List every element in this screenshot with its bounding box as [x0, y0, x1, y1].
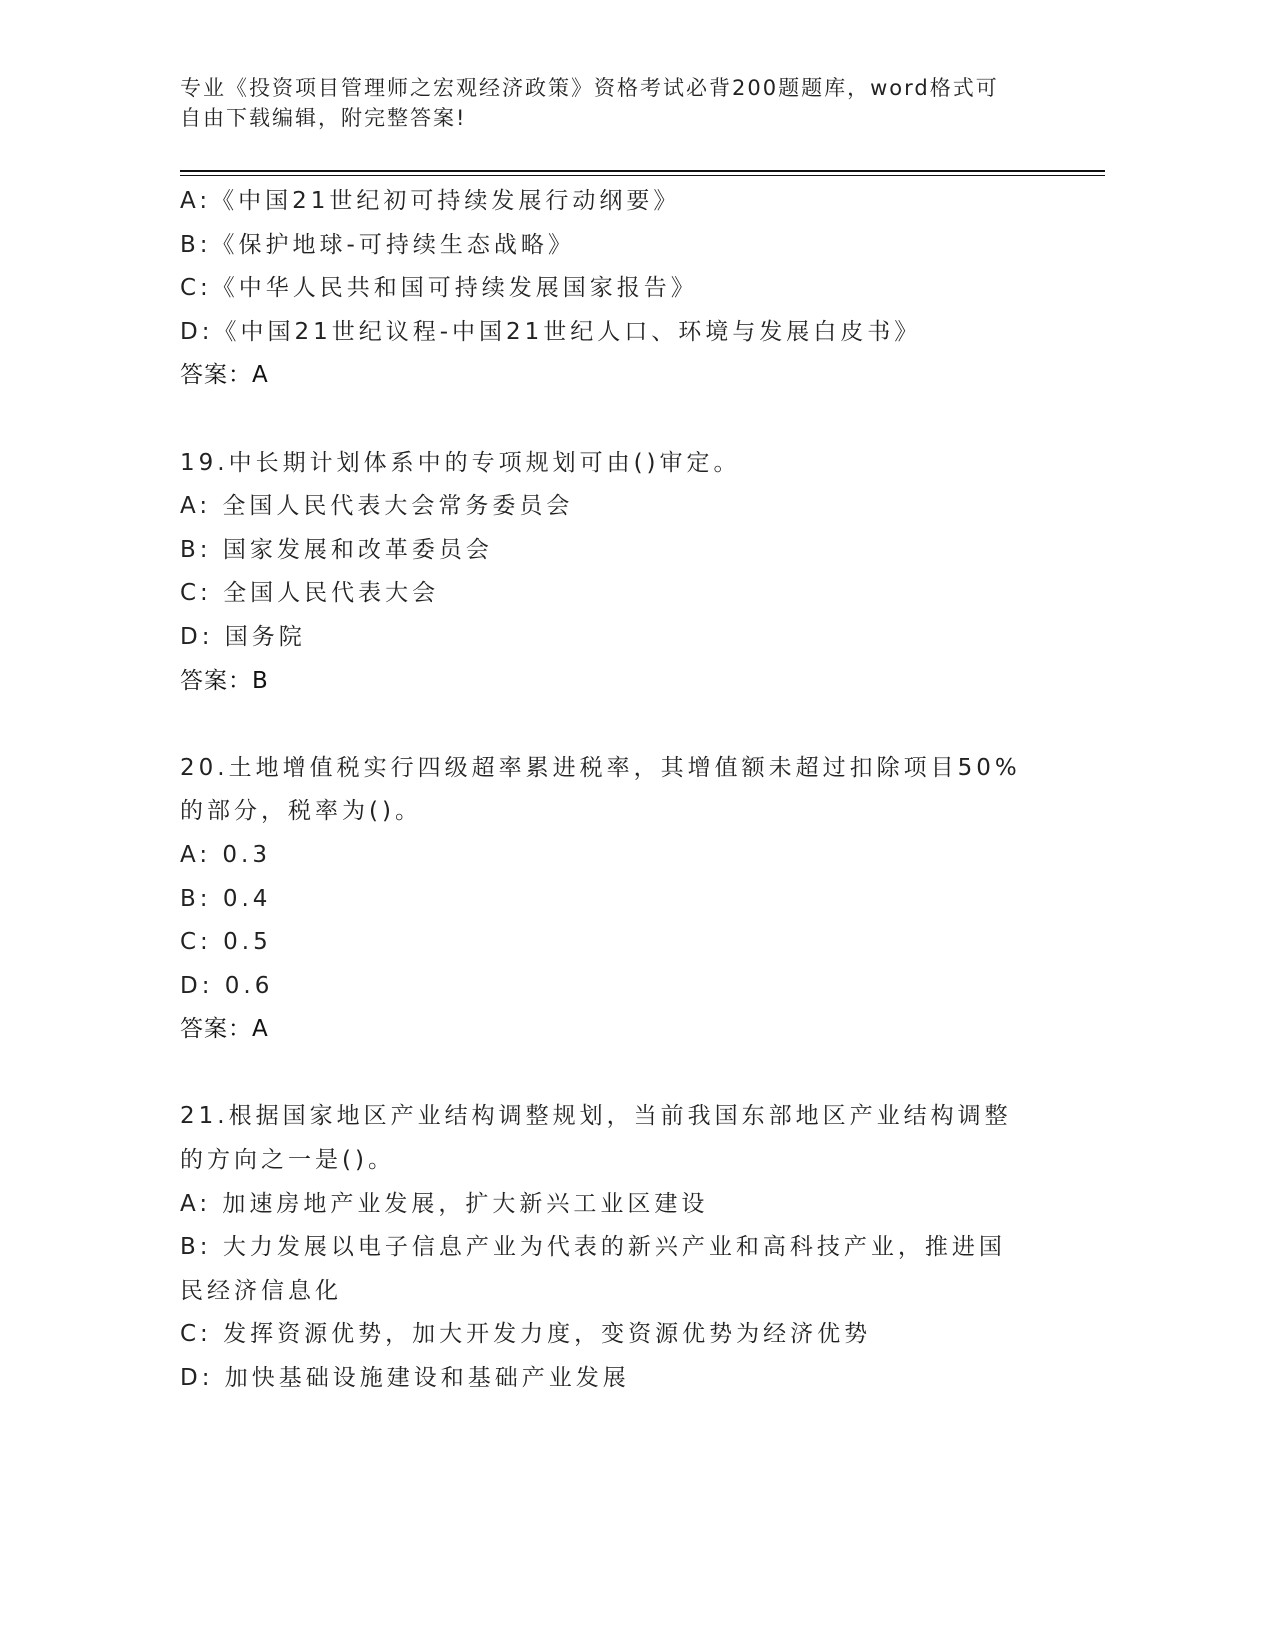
question-text-line-1: 21.根据国家地区产业结构调整规划，当前我国东部地区产业结构调整 [180, 1103, 1012, 1130]
header-line-1: 专业《投资项目管理师之宏观经济政策》资格考试必背200题题库，word格式可 [180, 76, 999, 100]
question-text-line-2: 的部分，税率为()。 [180, 798, 422, 825]
question-19 [180, 442, 1060, 704]
option-c: C: 发挥资源优势，加大开发力度，变资源优势为经济优势 [180, 1321, 872, 1348]
question-text-line-2: 的方向之一是()。 [180, 1147, 395, 1174]
option-a: A: 加速房地产业发展，扩大新兴工业区建设 [180, 1190, 709, 1217]
answer: 答案：A [180, 362, 269, 389]
option-a: A: 全国人民代表大会常务委员会 [180, 493, 574, 520]
question-text: 19.中长期计划体系中的专项规划可由()审定。 [180, 449, 741, 476]
question-text-line-1: 20.土地增值税实行四级超率累进税率，其增值额未超过扣除项目50% [180, 754, 1021, 781]
option-c: C: 全国人民代表大会 [180, 580, 440, 607]
question-20 [180, 747, 1060, 1052]
option-d: D:《中国21世纪议程-中国21世纪人口、环境与发展白皮书》 [180, 318, 922, 345]
option-b: B:《保护地球-可持续生态战略》 [180, 231, 575, 258]
option-b: B: 0.4 [180, 885, 272, 912]
option-c: C: 0.5 [180, 929, 272, 956]
answer: 答案：A [180, 1016, 269, 1043]
option-d: D: 加快基础设施建设和基础产业发展 [180, 1365, 630, 1392]
header-divider-bottom [180, 175, 1105, 176]
option-b: B: 国家发展和改革委员会 [180, 536, 493, 563]
header-line-2: 自由下载编辑，附完整答案! [180, 106, 467, 130]
question-list [180, 180, 1060, 1401]
header-divider-top [180, 170, 1105, 172]
option-a: A: 0.3 [180, 841, 271, 868]
question-21 [180, 1095, 1060, 1400]
answer: 答案：B [180, 667, 269, 694]
option-d: D: 国务院 [180, 623, 306, 650]
option-b-line-2: 民经济信息化 [180, 1277, 342, 1304]
option-d: D: 0.6 [180, 972, 274, 999]
option-a: A:《中国21世纪初可持续发展行动纲要》 [180, 188, 681, 214]
option-c: C:《中华人民共和国可持续发展国家报告》 [180, 275, 698, 302]
question-18 [180, 180, 1060, 398]
document-header [180, 73, 1040, 133]
option-b-line-1: B: 大力发展以电子信息产业为代表的新兴产业和高科技产业，推进国 [180, 1234, 1006, 1261]
